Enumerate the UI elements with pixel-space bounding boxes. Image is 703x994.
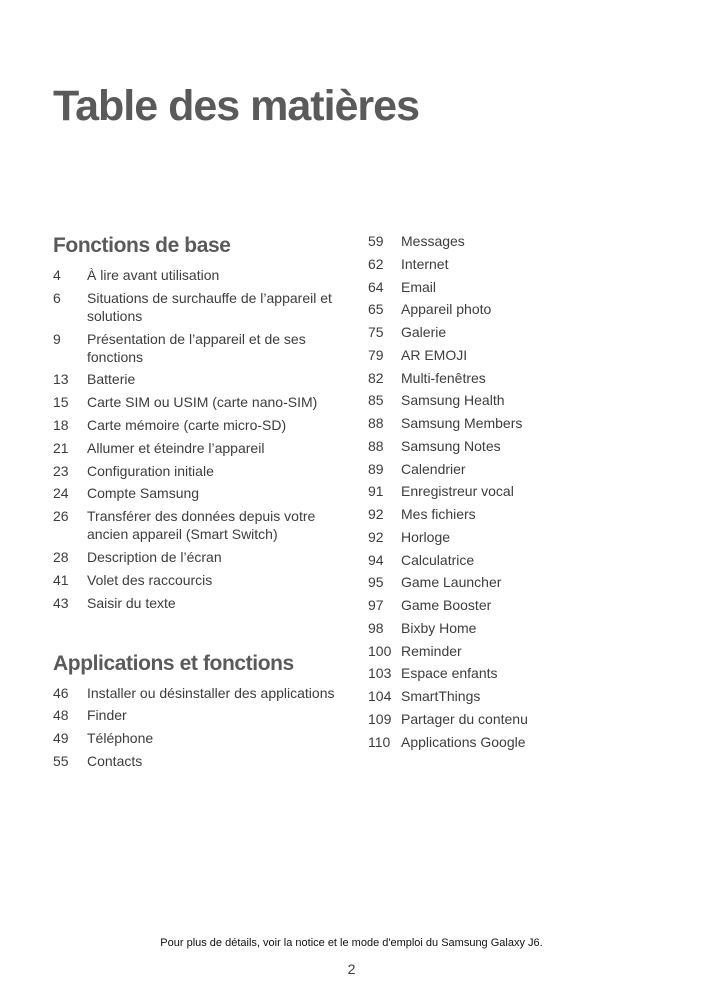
toc-entry[interactable] — [53, 289, 343, 325]
toc-entry-title: Volet des raccourcis — [87, 571, 213, 588]
toc-entry[interactable] — [368, 687, 668, 705]
toc-page-number: 6 — [53, 289, 61, 306]
toc-page-number: 95 — [368, 574, 384, 591]
toc-entry-title: Transférer des données depuis votre ancien appareil (Smart Switch) — [87, 508, 316, 543]
toc-entry-title: Email — [401, 278, 437, 295]
toc-page-number: 28 — [53, 548, 69, 565]
toc-entry[interactable] — [53, 594, 343, 612]
toc-entry[interactable] — [368, 482, 668, 500]
toc-entry-title: Partager du contenu — [401, 710, 528, 727]
toc-entry[interactable] — [368, 391, 668, 409]
toc-page-number: 100 — [368, 642, 392, 659]
toc-entry-title: Saisir du texte — [87, 594, 176, 611]
section-heading-fonctions-de-base: Fonctions de base — [53, 234, 231, 257]
toc-right-column — [368, 232, 668, 755]
toc-entry[interactable] — [53, 548, 343, 566]
toc-page-number: 46 — [53, 684, 69, 701]
toc-entry[interactable] — [53, 266, 343, 284]
toc-entry-title: Carte mémoire (carte micro-SD) — [87, 416, 287, 433]
toc-entry-title: Batterie — [87, 371, 136, 388]
toc-entry-title: Samsung Notes — [401, 437, 501, 454]
toc-left-column — [53, 232, 343, 775]
toc-entry-title: Reminder — [401, 642, 462, 659]
toc-entry[interactable] — [368, 596, 668, 614]
toc-page-number: 109 — [368, 710, 392, 727]
toc-page-number: 88 — [368, 415, 384, 431]
toc-page-number: 21 — [53, 439, 69, 456]
toc-page-number: 104 — [368, 688, 392, 704]
toc-page-number: 41 — [53, 571, 69, 588]
toc-entry-title: Calendrier — [401, 460, 466, 477]
toc-page-number: 92 — [368, 506, 384, 522]
toc-page-number: 89 — [368, 460, 384, 477]
toc-list-fonctions-de-base — [53, 266, 343, 612]
toc-entry[interactable] — [368, 369, 668, 387]
toc-page-number: 48 — [53, 707, 69, 724]
toc-entry[interactable] — [53, 462, 343, 480]
toc-list-applications-suite — [368, 232, 668, 751]
toc-page-number: 4 — [53, 267, 61, 283]
toc-entry[interactable] — [368, 460, 668, 478]
toc-entry-title: Appareil photo — [401, 301, 492, 318]
toc-entry[interactable] — [53, 752, 343, 770]
toc-page-number: 97 — [368, 597, 384, 613]
page-number: 2 — [347, 961, 356, 977]
toc-entry-title: Description de l’écran — [87, 548, 222, 565]
toc-entry[interactable] — [368, 642, 668, 660]
toc-entry-title: Présentation de l’appareil et de ses fonctions — [87, 330, 306, 365]
toc-page-number: 55 — [53, 752, 69, 769]
toc-entry-title: À lire avant utilisation — [87, 267, 220, 283]
toc-entry[interactable] — [53, 370, 343, 388]
toc-entry-title: Espace enfants — [401, 665, 498, 682]
toc-entry-title: Galerie — [401, 324, 447, 340]
toc-entry[interactable] — [368, 710, 668, 728]
toc-page-number: 64 — [368, 278, 384, 295]
toc-entry-title: Game Booster — [401, 597, 492, 613]
toc-entry-title: Samsung Members — [401, 415, 523, 431]
toc-page-number: 62 — [368, 255, 384, 272]
toc-entry-title: Configuration initiale — [87, 462, 214, 479]
toc-list-applications-et-fonctions — [53, 684, 343, 770]
toc-entry[interactable] — [368, 255, 668, 273]
toc-page-number: 85 — [368, 392, 384, 409]
toc-entry-title: Samsung Health — [401, 392, 505, 409]
toc-entry-title: Enregistreur vocal — [401, 483, 514, 500]
toc-entry-title: Téléphone — [87, 730, 154, 747]
toc-page-number: 23 — [53, 462, 69, 479]
toc-entry[interactable] — [368, 528, 668, 546]
toc-entry-title: Bixby Home — [401, 619, 477, 636]
toc-page-number: 65 — [368, 301, 384, 318]
toc-page-number: 91 — [368, 483, 384, 500]
toc-page-number: 13 — [53, 371, 69, 388]
toc-entry[interactable] — [368, 346, 668, 364]
toc-entry-title: Compte Samsung — [87, 485, 200, 502]
toc-page-number: 26 — [53, 508, 69, 525]
toc-entry-title: Allumer et éteindre l’appareil — [87, 439, 265, 456]
toc-entry[interactable] — [368, 300, 668, 318]
toc-entry[interactable] — [53, 484, 343, 502]
toc-page-number: 24 — [53, 485, 69, 502]
toc-page-number: 103 — [368, 665, 392, 682]
toc-entry-title: Internet — [401, 255, 449, 272]
toc-entry[interactable] — [53, 684, 343, 702]
toc-entry-title: SmartThings — [401, 688, 481, 704]
toc-entry[interactable] — [368, 278, 668, 296]
toc-entry[interactable] — [368, 414, 668, 432]
toc-entry-title: Horloge — [401, 528, 451, 545]
toc-page-number: 43 — [53, 594, 69, 611]
toc-entry-title: Contacts — [87, 752, 143, 769]
toc-entry[interactable] — [53, 416, 343, 434]
toc-page-number: 75 — [368, 324, 384, 340]
toc-page-number: 18 — [53, 416, 69, 433]
toc-entry-title: Finder — [87, 707, 127, 724]
toc-entry[interactable] — [368, 437, 668, 455]
toc-page-number: 98 — [368, 619, 384, 636]
toc-entry[interactable] — [368, 619, 668, 637]
toc-entry[interactable] — [53, 706, 343, 724]
toc-page-number: 110 — [368, 733, 391, 750]
toc-entry-title: Installer ou désinstaller des applications — [87, 684, 335, 701]
toc-entry-title: Mes fichiers — [401, 506, 476, 522]
toc-entry-title: Applications Google — [401, 733, 526, 750]
toc-entry-title: Messages — [401, 233, 465, 249]
toc-entry-title: Calculatrice — [401, 551, 475, 568]
toc-entry[interactable] — [53, 571, 343, 589]
toc-page-number: 92 — [368, 528, 384, 545]
toc-entry[interactable] — [368, 323, 668, 341]
footer-note: Pour plus de détails, voir la notice et le mode d'emploi du Samsung Galaxy J6. — [160, 937, 543, 949]
toc-entry[interactable] — [53, 507, 343, 543]
toc-entry[interactable] — [53, 729, 343, 747]
toc-entry[interactable] — [368, 664, 668, 682]
toc-entry[interactable] — [53, 439, 343, 457]
toc-entry[interactable] — [368, 505, 668, 523]
toc-entry-title: Game Launcher — [401, 574, 502, 591]
toc-entry[interactable] — [368, 232, 668, 250]
toc-entry-title: Carte SIM ou USIM (carte nano-SIM) — [87, 394, 318, 411]
toc-page-number: 49 — [53, 730, 69, 747]
toc-page-number: 15 — [53, 394, 69, 411]
section-heading-applications-et-fonctions: Applications et fonctions — [53, 651, 294, 675]
toc-page-number: 82 — [368, 369, 384, 386]
toc-entry[interactable] — [368, 733, 668, 751]
toc-entry-title: Situations de surchauffe de l’appareil et solutions — [87, 289, 332, 324]
toc-page-number: 79 — [368, 346, 384, 363]
toc-entry-title: Multi-fenêtres — [401, 369, 486, 386]
toc-entry-title: AR EMOJI — [401, 346, 468, 363]
toc-entry[interactable] — [53, 330, 343, 366]
toc-entry[interactable] — [53, 393, 343, 411]
page-title: Table des matières — [53, 82, 419, 130]
toc-page-number: 9 — [53, 330, 61, 347]
toc-entry[interactable] — [368, 573, 668, 591]
toc-page-number: 94 — [368, 551, 384, 568]
toc-page-number: 88 — [368, 437, 384, 454]
toc-entry[interactable] — [368, 551, 668, 569]
toc-page-number: 59 — [368, 233, 384, 249]
